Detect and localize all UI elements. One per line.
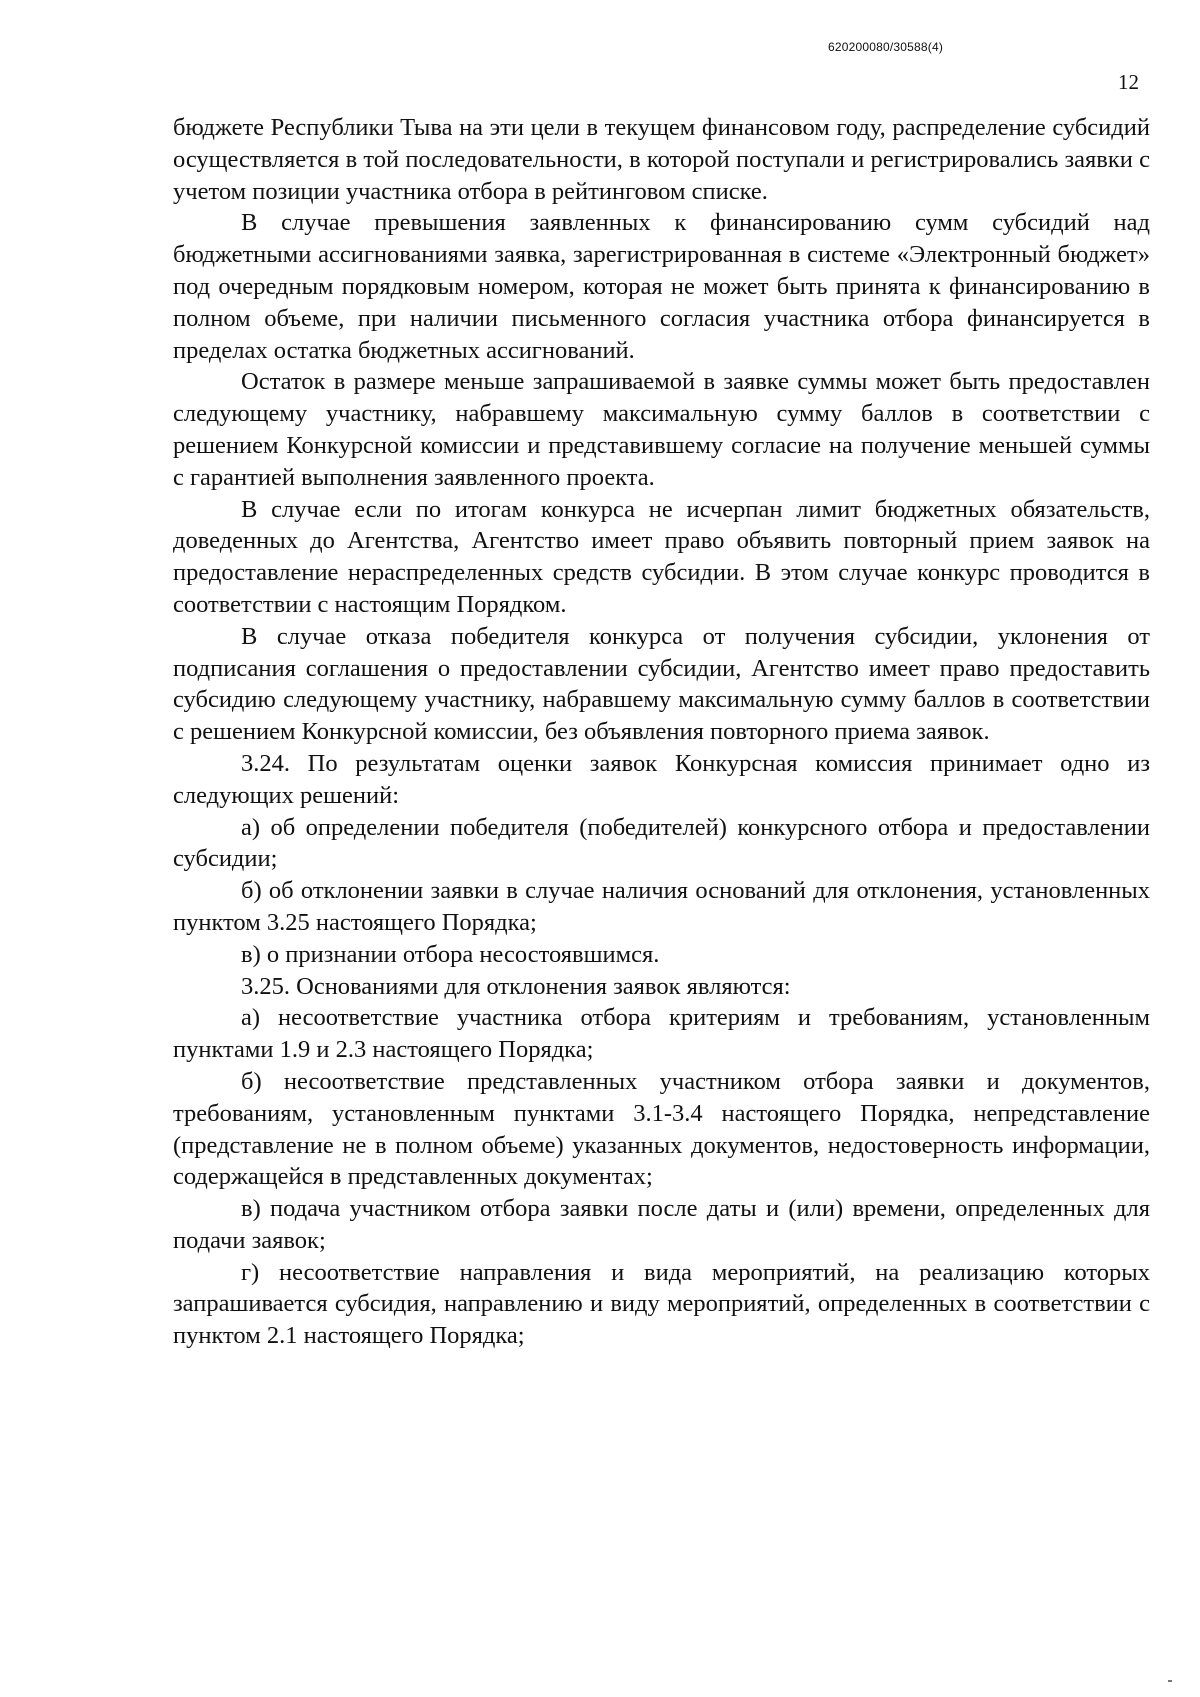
document-id: 620200080/30588(4)	[828, 40, 944, 54]
paragraph: В случае если по итогам конкурса не исчерпан лимит бюджетных обязательств, доведенных до Агентства, Агентство имеет право объявить повторный прием заявок на предоставление нераспределенных средств субсидии. В этом случае конкурс проводится в соответствии с настоящим Порядком.	[173, 495, 1150, 618]
paragraph-continuation: бюджете Республики Тыва на эти цели в текущем финансовом году, распределение субсидий осуществляется в той последовательности, в которой поступали и регистрировались заявки с учетом позиции участника отбора в рейтинговом списке.	[173, 114, 1150, 205]
list-item: б) об отклонении заявки в случае наличия оснований для отклонения, установленных пунктом 3.25 настоящего Порядка;	[173, 877, 1150, 936]
clause-3-25: 3.25. Основаниями для отклонения заявок являются:	[241, 972, 791, 1000]
list-item: в) подача участником отбора заявки после даты и (или) времени, определенных для подачи заявок;	[173, 1195, 1150, 1254]
list-item: а) несоответствие участника отбора критериям и требованиям, установленным пунктами 1.9 и 2.3 настоящего Порядка;	[173, 1004, 1150, 1064]
paragraph: В случае превышения заявленных к финансированию сумм субсидий над бюджетными ассигнованиями заявка, зарегистрированная в системе «Электронный бюджет» под очередным порядковым номером, которая не может быть принята к финансированию в полном объеме, при наличии письменного согласия участника отбора финансируется в пределах остатка бюджетных ассигнований.	[173, 209, 1150, 364]
paragraph: В случае отказа победителя конкурса от получения субсидии, уклонения от подписания соглашения о предоставлении субсидии, Агентство имеет право предоставить субсидию следующему участнику, набравшему максимальную сумму баллов в соответствии с решением Конкурсной комиссии, без объявления повторного приема заявок.	[173, 622, 1150, 746]
list-item: в) о признании отбора несостоявшимся.	[241, 940, 660, 968]
page-number: 12	[1118, 70, 1139, 94]
clause-3-24: 3.24. По результатам оценки заявок Конкурсная комиссия принимает одно из следующих решений:	[173, 749, 1150, 809]
scan-artifact-mark	[1168, 1680, 1172, 1682]
list-item: г) несоответствие направления и вида мероприятий, на реализацию которых запрашивается субсидия, направлению и виду мероприятий, определенных в соответствии с пунктом 2.1 настоящего Порядка;	[173, 1258, 1150, 1350]
list-item: а) об определении победителя (победителей) конкурсного отбора и предоставлении субсидии;	[173, 813, 1150, 873]
list-item: б) несоответствие представленных участником отбора заявки и документов, требованиям, установленным пунктами 3.1-3.4 настоящего Порядка, непредставление (представление не в полном объеме) указанных документов, недостоверность информации, содержащейся в представленных документах;	[173, 1067, 1150, 1191]
document-body	[173, 112, 1150, 1352]
paragraph: Остаток в размере меньше запрашиваемой в заявке суммы может быть предоставлен следующему участнику, набравшему максимальную сумму баллов в соответствии с решением Конкурсной комиссии и представившему согласие на получение меньшей суммы с гарантией выполнения заявленного проекта.	[173, 368, 1150, 491]
